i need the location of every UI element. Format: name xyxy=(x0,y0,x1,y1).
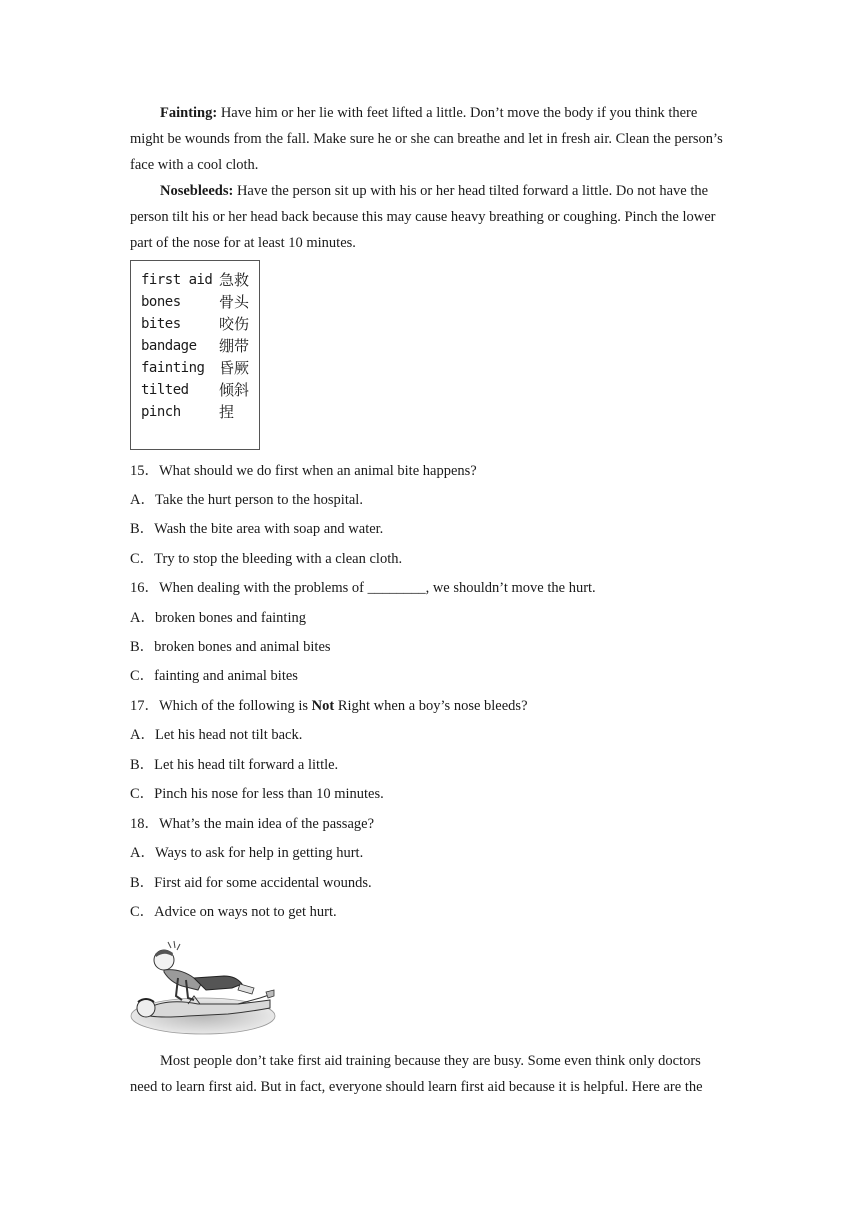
vocab-chinese: 咬伤 xyxy=(219,315,250,333)
paragraph-fainting xyxy=(130,100,730,178)
vocab-row xyxy=(141,357,259,379)
question-17-stem-pre: 17．Which of the following is xyxy=(130,698,312,714)
vocab-english: pinch xyxy=(141,404,181,420)
first-aid-illustration-icon xyxy=(128,938,278,1036)
vocab-chinese: 骨头 xyxy=(219,293,250,311)
question-17-option-a: A．Let his head not tilt back. xyxy=(130,727,303,743)
question-16-stem: 16．When dealing with the problems of ________, we shouldn’t move the hurt. xyxy=(130,580,596,596)
vocab-row xyxy=(141,313,259,335)
vocab-english: bites xyxy=(141,316,181,332)
vocab-english: bones xyxy=(141,294,181,310)
vocab-english: first aid xyxy=(141,272,213,288)
question-18-option-c: C．Advice on ways not to get hurt. xyxy=(130,904,337,920)
vocab-chinese: 倾斜 xyxy=(219,381,250,399)
paragraph-next-passage: Most people don’t take first aid training because they are busy. Some even think only doctors need to learn first aid. But in fact, everyone should learn first aid because it is helpful. Here are the xyxy=(130,1053,703,1095)
heading-nosebleeds: Nosebleeds: xyxy=(160,183,234,199)
vocab-chinese: 昏厥 xyxy=(219,359,250,377)
text-fainting: Have him or her lie with feet lifted a little. Don’t move the body if you think there might be wounds from the fall. Make sure he or she can breathe and let in fresh air. Clean the person’s face with a cool cloth. xyxy=(130,105,723,173)
question-18-option-b: B．First aid for some accidental wounds. xyxy=(130,875,372,891)
question-16-option-a: A．broken bones and fainting xyxy=(130,610,306,626)
heading-fainting: Fainting: xyxy=(160,105,218,121)
text-nosebleeds: Have the person sit up with his or her head tilted forward a little. Do not have the person tilt his or her head back because this may cause heavy breathing or coughing. Pinch the lower part of the nose for at least 10 minutes. xyxy=(130,183,716,251)
question-16-option-b: B．broken bones and animal bites xyxy=(130,639,331,655)
vocab-row xyxy=(141,335,259,357)
question-17-stem xyxy=(130,696,750,716)
question-18-stem: 18．What’s the main idea of the passage? xyxy=(130,816,375,832)
vocab-chinese: 急救 xyxy=(219,271,250,289)
question-17-option-c: C．Pinch his nose for less than 10 minutes. xyxy=(130,786,384,802)
question-15-option-c: C．Try to stop the bleeding with a clean cloth. xyxy=(130,551,403,567)
question-17-stem-post: Right when a boy’s nose bleeds? xyxy=(334,698,528,714)
vocab-row xyxy=(141,291,259,313)
question-15-stem: 15．What should we do first when an animal bite happens? xyxy=(130,463,477,479)
question-18-option-a: A．Ways to ask for help in getting hurt. xyxy=(130,845,364,861)
question-15-option-a: A．Take the hurt person to the hospital. xyxy=(130,492,363,508)
vocab-english: tilted xyxy=(141,382,189,398)
question-15-option-b: B．Wash the bite area with soap and water. xyxy=(130,521,384,537)
vocab-row xyxy=(141,401,259,423)
vocabulary-box xyxy=(130,260,260,450)
vocab-english: fainting xyxy=(141,360,205,376)
vocab-english: bandage xyxy=(141,338,197,354)
vocab-row xyxy=(141,269,259,291)
vocab-chinese: 捏 xyxy=(219,403,235,421)
question-16-option-c: C．fainting and animal bites xyxy=(130,668,298,684)
paragraph-nosebleeds xyxy=(130,178,730,256)
question-17-stem-bold: Not xyxy=(311,698,335,714)
vocab-chinese: 绷带 xyxy=(219,337,250,355)
vocab-row xyxy=(141,379,259,401)
question-17-option-b: B．Let his head tilt forward a little. xyxy=(130,757,339,773)
